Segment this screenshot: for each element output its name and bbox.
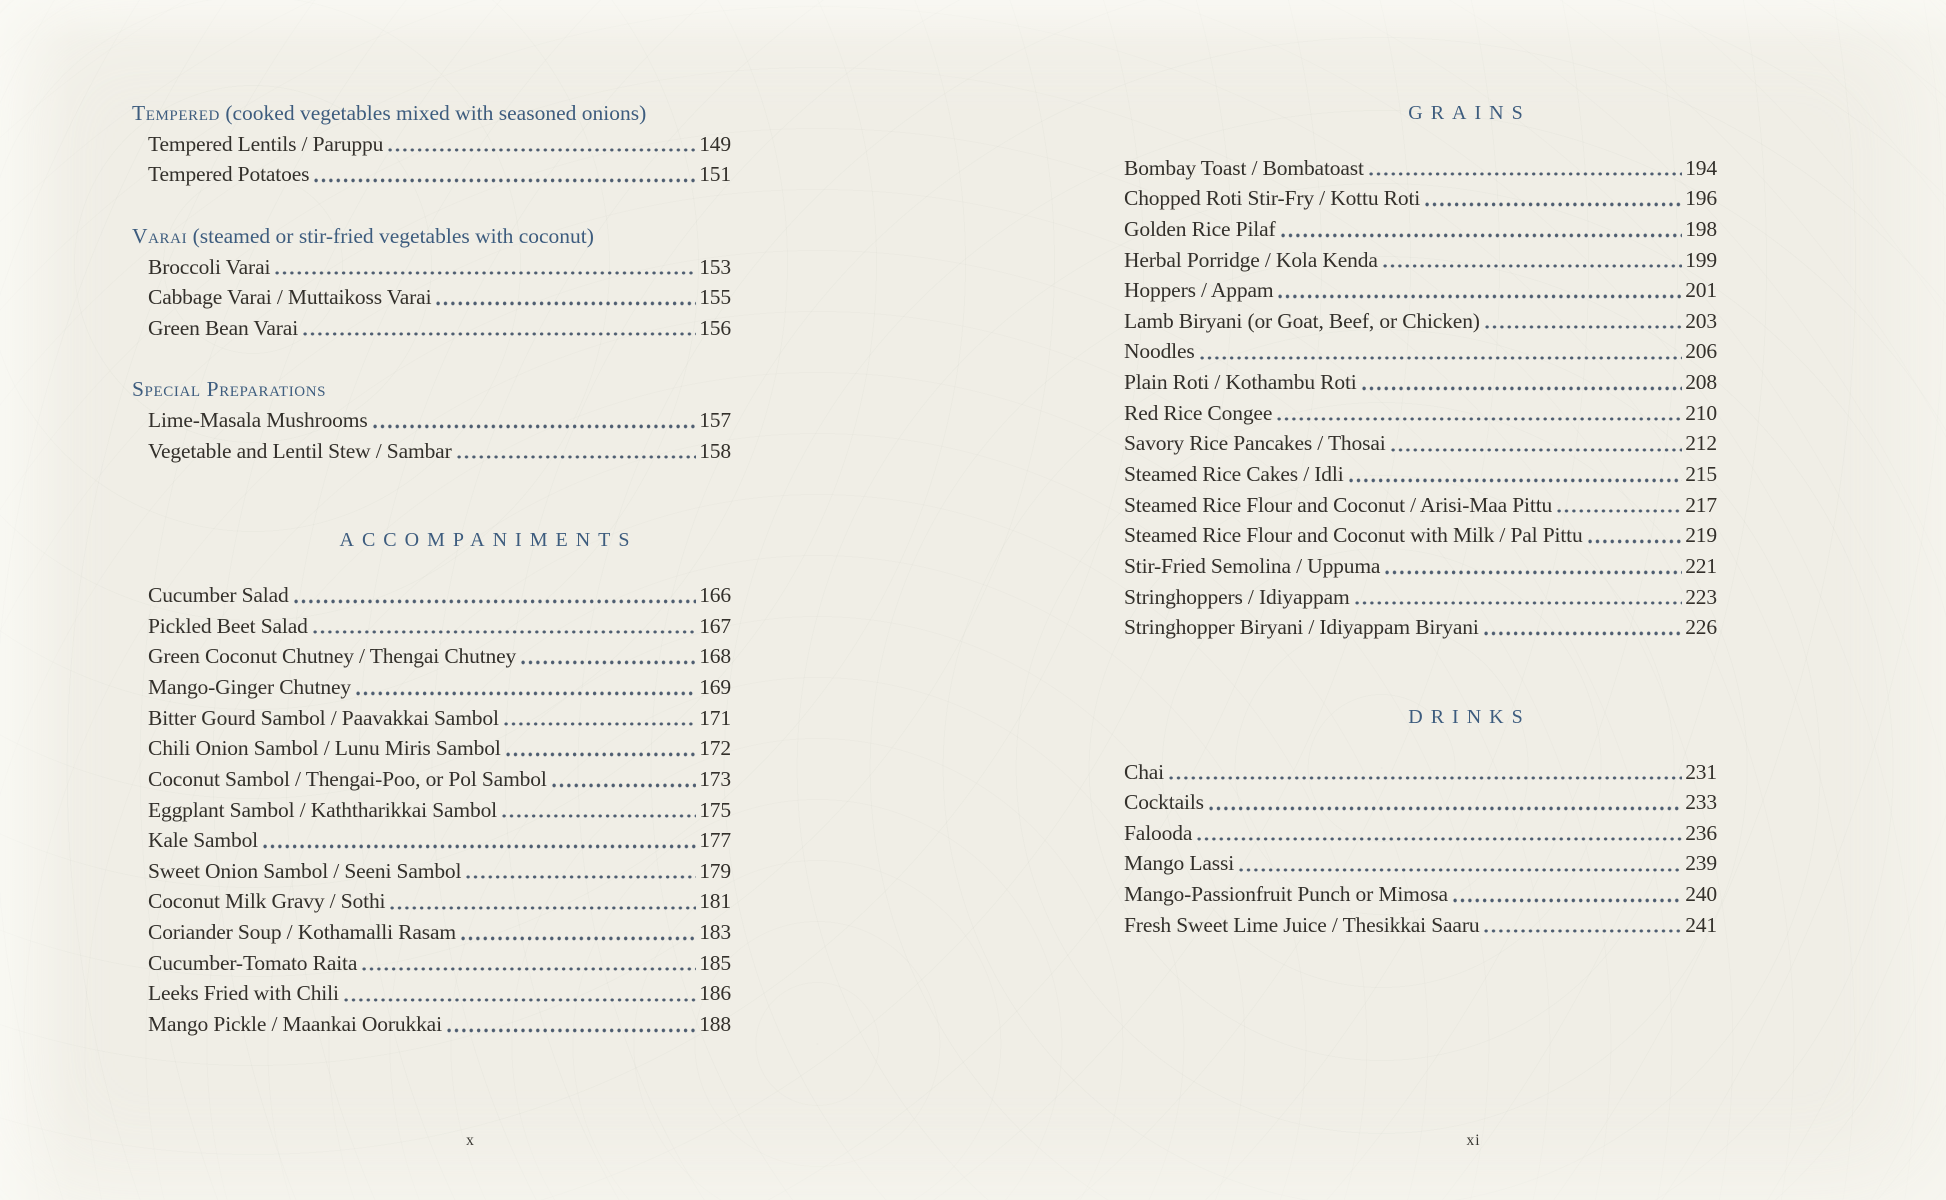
entry-title: Tempered Potatoes [148, 162, 310, 187]
section-heading-text: Special Preparations [132, 377, 327, 402]
toc-entry [132, 580, 731, 611]
entry-title: Steamed Rice Flour and Coconut / Arisi-Maa Pittu [1124, 492, 1553, 517]
dot-leader [390, 906, 696, 911]
entry-title: Lamb Biryani (or Goat, Beef, or Chicken) [1124, 308, 1480, 333]
entry-title: Stir-Fried Semolina / Uppuma [1124, 553, 1381, 578]
entry-title: Steamed Rice Cakes / Idli [1124, 462, 1344, 487]
entry-page-number: 157 [699, 408, 731, 433]
entry-title: Vegetable and Lentil Stew / Sambar [148, 438, 452, 463]
dot-leader [521, 660, 696, 665]
dot-leader [1383, 264, 1682, 269]
toc-entry [132, 764, 731, 795]
section-heading-text: Varai [132, 223, 188, 248]
dot-leader [344, 998, 696, 1003]
dot-leader [1169, 776, 1682, 781]
dot-leader [1355, 601, 1683, 606]
entry-title: Cucumber Salad [148, 583, 289, 608]
toc-entry [132, 252, 731, 283]
entry-title: Coconut Milk Gravy / Sothi [148, 889, 386, 914]
toc-section [1108, 98, 1717, 643]
dot-leader [1209, 806, 1682, 811]
dot-leader [504, 722, 696, 727]
entry-title: Cabbage Varai / Muttaikoss Varai [148, 285, 432, 310]
entry-page-number: 198 [1685, 216, 1717, 241]
entry-title: Chili Onion Sambol / Lunu Miris Sambol [148, 736, 501, 761]
entry-page-number: 219 [1685, 523, 1717, 548]
toc-entry [1108, 275, 1717, 306]
toc-entry [1108, 582, 1717, 613]
entry-title: Bitter Gourd Sambol / Paavakkai Sambol [148, 705, 499, 730]
entry-title: Chai [1124, 759, 1165, 784]
entry-page-number: 203 [1685, 308, 1717, 333]
toc-entry [132, 313, 731, 344]
entry-title: Mango-Passionfruit Punch or Mimosa [1124, 882, 1448, 907]
dot-leader [552, 783, 697, 788]
toc-entry [1108, 910, 1717, 941]
chapter-heading: ACCOMPANIMENTS [339, 529, 638, 552]
entry-page-number: 185 [699, 950, 731, 975]
dot-leader [1588, 539, 1683, 544]
toc-entry [132, 405, 731, 436]
toc-entry [132, 159, 731, 190]
entry-page-number: 233 [1685, 790, 1717, 815]
toc-entry [132, 733, 731, 764]
chapter-heading: GRAINS [1408, 102, 1531, 124]
entry-title: Chopped Roti Stir-Fry / Kottu Roti [1124, 186, 1421, 211]
dot-leader [1484, 631, 1683, 636]
toc-entry [132, 917, 731, 948]
section-heading [132, 98, 731, 129]
toc-entry [1108, 787, 1717, 818]
toc-section [132, 374, 731, 466]
entry-page-number: 179 [699, 858, 731, 883]
entry-page-number: 175 [699, 797, 731, 822]
dot-leader [1425, 202, 1682, 207]
toc-right [1108, 98, 1717, 940]
entry-title: Mango Pickle / Maankai Oorukkai [148, 1012, 442, 1037]
toc-entry [132, 703, 731, 734]
entry-page-number: 239 [1685, 851, 1717, 876]
dot-leader [1485, 325, 1682, 330]
entry-title: Coconut Sambol / Thengai-Poo, or Pol Sambol [148, 766, 547, 791]
toc-entry [1108, 336, 1717, 367]
toc-entry [132, 948, 731, 979]
entry-page-number: 158 [699, 438, 731, 463]
dot-leader [1278, 294, 1682, 299]
dot-leader [447, 1028, 696, 1033]
entry-title: Eggplant Sambol / Kaththarikkai Sambol [148, 797, 497, 822]
dot-leader [461, 936, 696, 941]
entry-page-number: 221 [1685, 553, 1717, 578]
dot-leader [313, 630, 696, 635]
dot-leader [1557, 509, 1682, 514]
toc-entry [1108, 818, 1717, 849]
entry-page-number: 236 [1685, 820, 1717, 845]
dot-leader [1484, 929, 1682, 934]
entry-title: Sweet Onion Sambol / Seeni Sambol [148, 858, 462, 883]
entry-page-number: 183 [699, 920, 731, 945]
page-right [973, 0, 1946, 1200]
toc-entry [132, 856, 731, 887]
entry-title: Falooda [1124, 820, 1193, 845]
dot-leader [303, 332, 696, 337]
section-heading [132, 374, 731, 405]
entry-page-number: 240 [1685, 882, 1717, 907]
folio-right: xi [1466, 1132, 1481, 1149]
entry-page-number: 173 [699, 766, 731, 791]
chapter-heading: DRINKS [1408, 705, 1531, 728]
entry-page-number: 223 [1685, 584, 1717, 609]
toc-entry [1108, 490, 1717, 521]
entry-page-number: 168 [699, 644, 731, 669]
toc-entry [1108, 245, 1717, 276]
dot-leader [1369, 172, 1682, 177]
toc-entry [132, 672, 731, 703]
toc-entry [1108, 214, 1717, 245]
entry-page-number: 171 [699, 705, 731, 730]
dot-leader [1362, 386, 1683, 391]
entry-title: Golden Rice Pilaf [1124, 216, 1276, 241]
dot-leader [1391, 448, 1683, 453]
entry-page-number: 196 [1685, 186, 1717, 211]
entry-title: Bombay Toast / Bombatoast [1124, 155, 1364, 180]
dot-leader [373, 424, 697, 429]
entry-page-number: 149 [699, 131, 731, 156]
toc-entry [132, 282, 731, 313]
dot-leader [1281, 233, 1683, 238]
toc-entry [1108, 612, 1717, 643]
dot-leader [275, 271, 696, 276]
entry-title: Savory Rice Pancakes / Thosai [1124, 431, 1386, 456]
dot-leader [1277, 417, 1682, 422]
entry-title: Red Rice Congee [1124, 400, 1273, 425]
entry-page-number: 201 [1685, 278, 1717, 303]
dot-leader [466, 875, 696, 880]
entry-title: Plain Roti / Kothambu Roti [1124, 370, 1357, 395]
entry-title: Stringhoppers / Idiyappam [1124, 584, 1350, 609]
toc-entry [132, 129, 731, 160]
toc-left [132, 98, 731, 1040]
dot-leader [1385, 570, 1682, 575]
entry-page-number: 153 [699, 254, 731, 279]
entry-page-number: 194 [1685, 155, 1717, 180]
toc-section [132, 98, 731, 190]
dot-leader [356, 691, 696, 696]
entry-title: Pickled Beet Salad [148, 613, 308, 638]
entry-title: Tempered Lentils / Paruppu [148, 131, 384, 156]
section-heading-note: (steamed or stir-fried vegetables with coconut) [192, 223, 594, 248]
entry-title: Lime-Masala Mushrooms [148, 408, 368, 433]
entry-title: Fresh Sweet Lime Juice / Thesikkai Saaru [1124, 912, 1480, 937]
entry-title: Noodles [1124, 339, 1195, 364]
entry-title: Cocktails [1124, 790, 1204, 815]
toc-entry [1108, 757, 1717, 788]
dot-leader [314, 178, 696, 183]
entry-title: Mango-Ginger Chutney [148, 674, 352, 699]
toc-entry [132, 795, 731, 826]
entry-page-number: 212 [1685, 431, 1717, 456]
dot-leader [506, 752, 697, 757]
entry-page-number: 231 [1685, 759, 1717, 784]
entry-title: Broccoli Varai [148, 254, 271, 279]
section-heading-text: Tempered [132, 101, 220, 125]
entry-page-number: 210 [1685, 400, 1717, 425]
entry-title: Leeks Fried with Chili [148, 981, 339, 1006]
folio-left: x [466, 1132, 475, 1149]
toc-entry [132, 611, 731, 642]
toc-entry [132, 886, 731, 917]
dot-leader [263, 844, 696, 849]
toc-entry [1108, 306, 1717, 337]
entry-page-number: 241 [1685, 912, 1717, 937]
toc-entry [1108, 848, 1717, 879]
toc-entry [1108, 551, 1717, 582]
toc-section [132, 525, 731, 1039]
toc-section [1108, 702, 1717, 940]
entry-title: Steamed Rice Flour and Coconut with Milk / Pal Pittu [1124, 523, 1583, 548]
entry-title: Cucumber-Tomato Raita [148, 950, 358, 975]
entry-page-number: 155 [699, 285, 731, 310]
toc-section [132, 221, 731, 344]
section-heading [132, 221, 731, 252]
entry-title: Mango Lassi [1124, 851, 1235, 876]
entry-title: Kale Sambol [148, 828, 259, 853]
entry-title: Green Bean Varai [148, 315, 299, 340]
section-heading-note: (cooked vegetables mixed with seasoned onions) [225, 101, 647, 125]
entry-page-number: 167 [699, 613, 731, 638]
entry-page-number: 181 [699, 889, 731, 914]
entry-title: Herbal Porridge / Kola Kenda [1124, 247, 1378, 272]
dot-leader [1197, 837, 1682, 842]
entry-page-number: 186 [699, 981, 731, 1006]
entry-title: Hoppers / Appam [1124, 278, 1274, 303]
entry-page-number: 172 [699, 736, 731, 761]
entry-page-number: 217 [1685, 492, 1717, 517]
entry-page-number: 169 [699, 674, 731, 699]
toc-entry [132, 825, 731, 856]
toc-entry [1108, 183, 1717, 214]
toc-entry [132, 978, 731, 1009]
toc-entry [132, 1009, 731, 1040]
dot-leader [436, 301, 696, 306]
toc-entry [132, 641, 731, 672]
entry-page-number: 177 [699, 828, 731, 853]
toc-entry [1108, 428, 1717, 459]
toc-entry [1108, 459, 1717, 490]
entry-page-number: 226 [1685, 615, 1717, 640]
dot-leader [1239, 868, 1682, 873]
dot-leader [362, 967, 696, 972]
dot-leader [294, 599, 697, 604]
toc-entry [132, 436, 731, 467]
toc-entry [1108, 367, 1717, 398]
dot-leader [1200, 356, 1683, 361]
dot-leader [1349, 478, 1683, 483]
entry-title: Coriander Soup / Kothamalli Rasam [148, 920, 456, 945]
dot-leader [1453, 898, 1682, 903]
entry-page-number: 206 [1685, 339, 1717, 364]
entry-page-number: 156 [699, 315, 731, 340]
toc-entry [1108, 398, 1717, 429]
entry-page-number: 151 [699, 162, 731, 187]
dot-leader [388, 148, 696, 153]
entry-page-number: 188 [699, 1012, 731, 1037]
entry-page-number: 208 [1685, 370, 1717, 395]
entry-title: Green Coconut Chutney / Thengai Chutney [148, 644, 517, 669]
dot-leader [457, 455, 697, 460]
toc-entry [1108, 153, 1717, 184]
toc-entry [1108, 520, 1717, 551]
entry-page-number: 166 [699, 583, 731, 608]
dot-leader [502, 814, 696, 819]
entry-page-number: 199 [1685, 247, 1717, 272]
entry-title: Stringhopper Biryani / Idiyappam Biryani [1124, 615, 1479, 640]
entry-page-number: 215 [1685, 462, 1717, 487]
toc-entry [1108, 879, 1717, 910]
